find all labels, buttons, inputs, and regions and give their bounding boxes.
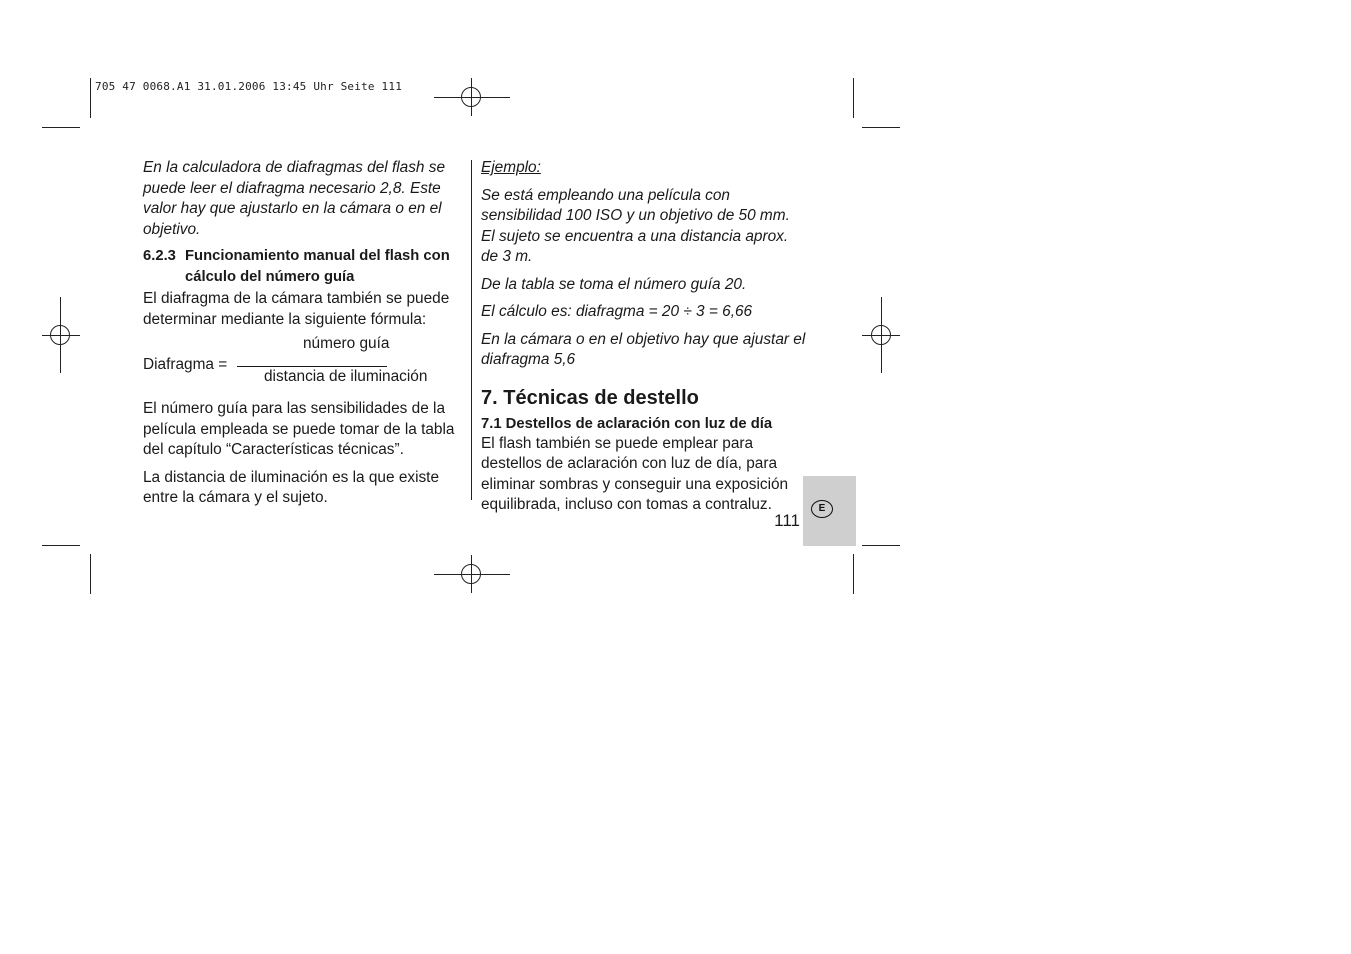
aperture-formula (143, 336, 461, 394)
chapter-heading: 7. Técnicas de destello (481, 386, 699, 409)
section-heading-6-2-3 (143, 246, 461, 267)
print-slug: 705 47 0068.A1 31.01.2006 13:45 Uhr Seite 111 (95, 80, 403, 93)
formula-intro-paragraph: El diafragma de la cámara también se puede determinar mediante la siguiente fórmula: (143, 290, 450, 328)
example-paragraph-4: En la cámara o en el objetivo hay que ajustar el diafragma 5,6 (481, 330, 806, 368)
example-paragraph-1: Se está empleando una película con sensibilidad 100 ISO y un objetivo de 50 mm. El sujeto se encuentra a una distancia aprox. de 3 m. (481, 186, 790, 265)
right-column (481, 158, 806, 516)
distance-paragraph: La distancia de iluminación es la que existe entre la cámara y el sujeto. (143, 468, 440, 506)
guide-number-paragraph: El número guía para las sensibilidades de la película empleada se puede tomar de la tabla del capítulo “Características técnicas”. (143, 400, 455, 458)
formula-left-side: Diafragma = (143, 356, 228, 373)
example-label: Ejemplo: (481, 159, 541, 176)
section-number: 6.2.3 (143, 248, 176, 264)
column-divider (471, 160, 472, 500)
example-paragraph-2: De la tabla se toma el número guía 20. (481, 275, 747, 293)
example-paragraph-3: El cálculo es: diafragma = 20 ÷ 3 = 6,66 (481, 303, 753, 320)
page-number: 111 (774, 511, 800, 530)
section-title-line-2: cálculo del número guía (185, 269, 355, 285)
language-tab (803, 476, 856, 546)
language-badge: E (811, 500, 833, 518)
section-title-line-1: Funcionamiento manual del flash con (185, 248, 450, 264)
daylight-flash-paragraph: El flash también se puede emplear para destellos de aclaración con luz de día, para eliminar sombras y conseguir una exposición equilibrada, incluso con tomas a contraluz. (481, 434, 789, 513)
section-heading-7-1: 7.1 Destellos de aclaración con luz de día (481, 415, 773, 432)
flash-calculator-paragraph: En la calculadora de diafragmas del flash se puede leer el diafragma necesario 2,8. Este valor hay que ajustarlo en la cámara o en el objetivo. (143, 159, 446, 238)
formula-numerator: número guía (303, 335, 390, 352)
left-column (143, 158, 461, 509)
formula-denominator: distancia de iluminación (264, 368, 428, 385)
